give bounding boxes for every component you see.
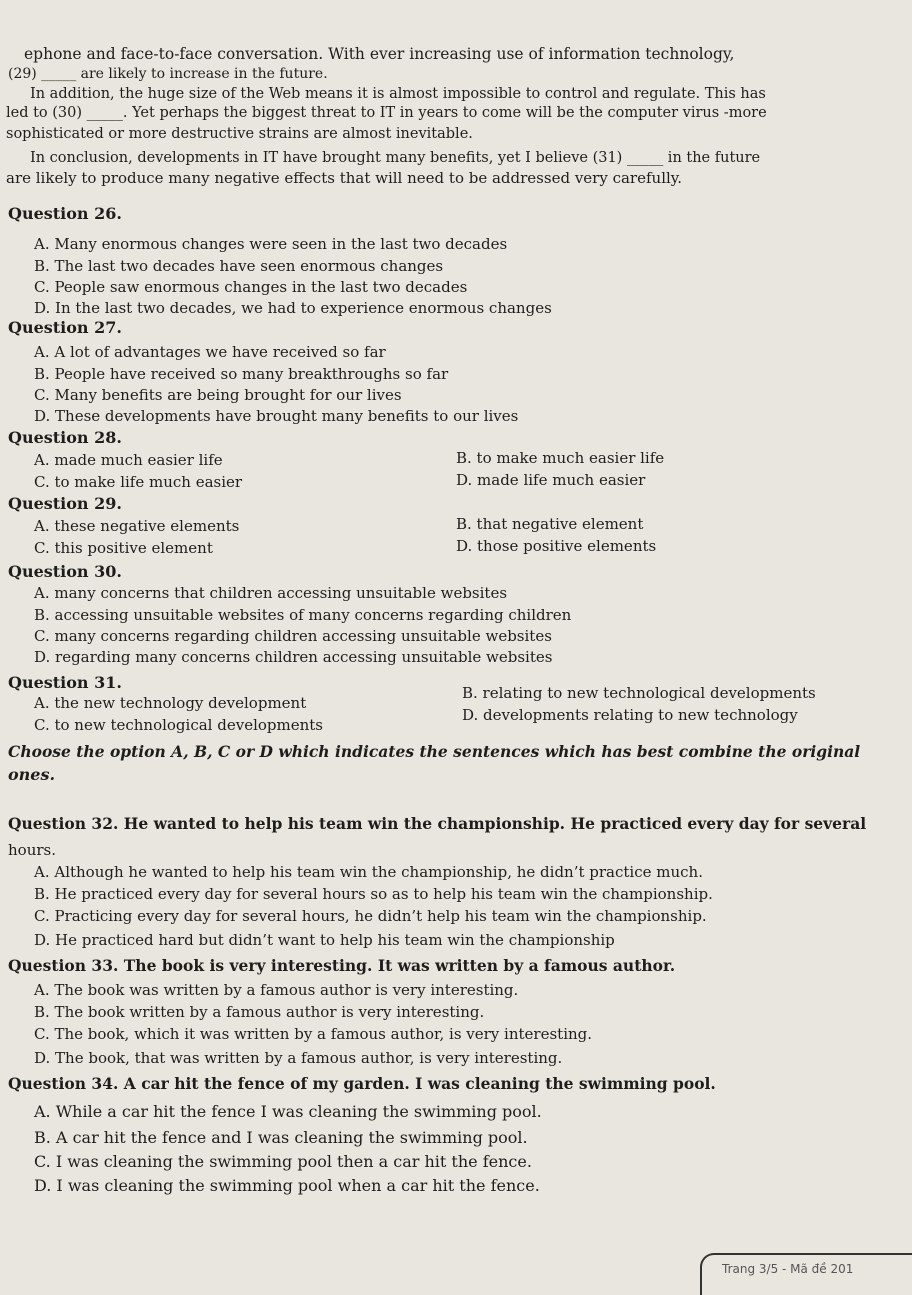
question-33-option-c[interactable]: C. The book, which it was written by a famous author, is very interesting. [34,1025,593,1043]
question-26-option-a[interactable]: A. Many enormous changes were seen in the last two decades [34,235,508,253]
question-31-option-d[interactable]: D. developments relating to new technology [462,706,798,724]
question-34-option-a[interactable]: A. While a car hit the fence I was cleaning the swimming pool. [34,1102,542,1121]
question-27-option-a[interactable]: A. A lot of advantages we have received so far [34,343,386,361]
question-34-option-d[interactable]: D. I was cleaning the swimming pool when a car hit the fence. [34,1176,540,1195]
question-30-option-c[interactable]: C. many concerns regarding children accessing unsuitable websites [34,627,552,645]
passage-line-7: are likely to produce many negative effects that will need to be addressed very carefully. [6,169,683,187]
question-31-title: Question 31. [8,673,122,692]
question-26-option-d[interactable]: D. In the last two decades, we had to experience enormous changes [34,299,552,317]
question-27-title: Question 27. [8,318,122,337]
question-28-title: Question 28. [8,428,122,447]
passage-line-4: led to (30) _____. Yet perhaps the biggest threat to IT in years to come will be the computer virus -more [6,105,767,121]
question-33-option-d[interactable]: D. The book, that was written by a famous author, is very interesting. [34,1049,563,1067]
question-32-stem-line-2: hours. [8,841,56,859]
question-29-option-b[interactable]: B. that negative element [456,515,644,533]
question-32-stem-line-1: Question 32. He wanted to help his team win the championship. He practiced every day for several [8,814,867,833]
question-29-title: Question 29. [8,494,122,513]
passage-line-1: ephone and face-to-face conversation. With ever increasing use of information technology, [24,45,735,63]
question-33-option-b[interactable]: B. The book written by a famous author is very interesting. [34,1003,485,1021]
passage-line-3: In addition, the huge size of the Web means it is almost impossible to control and regulate. This has [30,86,766,102]
question-28-option-b[interactable]: B. to make much easier life [456,449,665,467]
question-33-option-a[interactable]: A. The book was written by a famous author is very interesting. [34,981,519,999]
question-28-option-d[interactable]: D. made life much easier [456,471,646,489]
question-31-option-a[interactable]: A. the new technology development [34,694,307,712]
question-32-option-b[interactable]: B. He practiced every day for several hours so as to help his team win the championship. [34,885,713,903]
question-31-option-b[interactable]: B. relating to new technological developments [462,684,816,702]
question-34-option-c[interactable]: C. I was cleaning the swimming pool then a car hit the fence. [34,1152,532,1171]
question-30-title: Question 30. [8,562,122,581]
passage-line-5: sophisticated or more destructive strains are almost inevitable. [6,126,473,142]
question-34-stem: Question 34. A car hit the fence of my garden. I was cleaning the swimming pool. [8,1074,716,1093]
question-27-option-d[interactable]: D. These developments have brought many benefits to our lives [34,407,519,425]
question-31-option-c[interactable]: C. to new technological developments [34,716,323,734]
question-30-option-d[interactable]: D. regarding many concerns children accessing unsuitable websites [34,648,553,666]
instruction-line-1: Choose the option A, B, C or D which indicates the sentences which has best combine the original [8,742,861,761]
question-28-option-a[interactable]: A. made much easier life [34,451,223,469]
question-30-option-b[interactable]: B. accessing unsuitable websites of many concerns regarding children [34,606,572,624]
question-28-option-c[interactable]: C. to make life much easier [34,473,243,491]
footer-page-label: Trang 3/5 - Mã đề 201 [722,1262,854,1276]
question-26-option-b[interactable]: B. The last two decades have seen enormous changes [34,257,444,275]
question-32-option-a[interactable]: A. Although he wanted to help his team win the championship, he didn’t practice much. [34,863,703,881]
question-33-stem: Question 33. The book is very interesting. It was written by a famous author. [8,956,676,975]
question-29-option-d[interactable]: D. those positive elements [456,537,657,555]
question-27-option-b[interactable]: B. People have received so many breakthroughs so far [34,365,449,383]
question-32-option-c[interactable]: C. Practicing every day for several hours, he didn’t help his team win the championship. [34,907,707,925]
question-34-option-b[interactable]: B. A car hit the fence and I was cleaning the swimming pool. [34,1128,528,1147]
question-30-option-a[interactable]: A. many concerns that children accessing unsuitable websites [34,584,508,602]
question-26-title: Question 26. [8,204,122,223]
instruction-line-2: ones. [8,765,56,784]
passage-line-6: In conclusion, developments in IT have brought many benefits, yet I believe (31) _____ in the future [30,150,761,166]
passage-line-2: (29) _____ are likely to increase in the future. [8,66,328,82]
question-32-option-d[interactable]: D. He practiced hard but didn’t want to help his team win the championship [34,931,615,949]
question-29-option-c[interactable]: C. this positive element [34,539,213,557]
question-27-option-c[interactable]: C. Many benefits are being brought for our lives [34,386,402,404]
question-29-option-a[interactable]: A. these negative elements [34,517,240,535]
question-26-option-c[interactable]: C. People saw enormous changes in the last two decades [34,278,468,296]
